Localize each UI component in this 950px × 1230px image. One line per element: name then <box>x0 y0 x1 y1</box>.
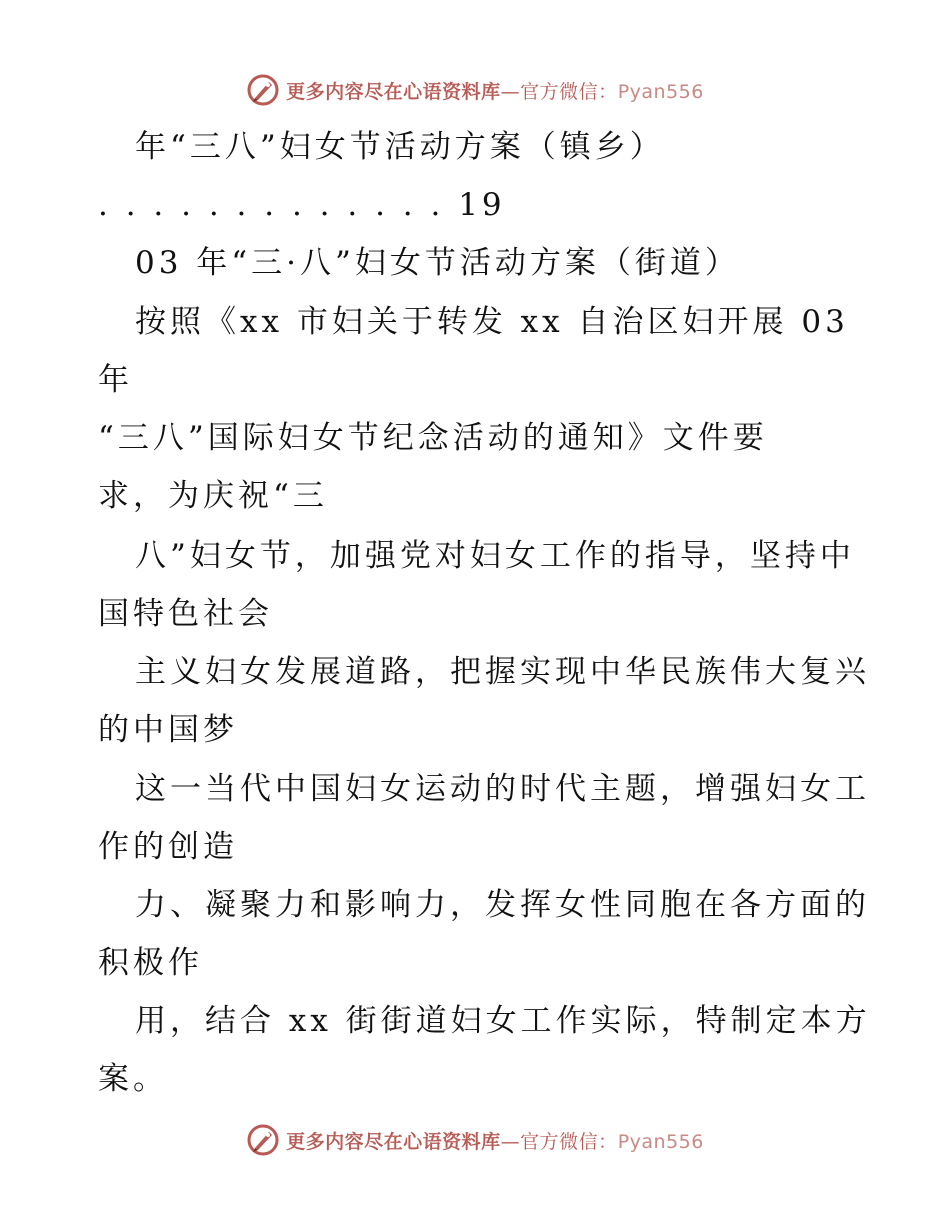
paragraph-line: 求，为庆祝“三 <box>98 478 328 514</box>
paragraph-line: 积极作 <box>98 945 203 981</box>
paragraph-line: 这一当代中国妇女运动的时代主题，增强妇女工 <box>135 771 870 807</box>
watermark-text: 更多内容尽在心语资料库 <box>286 1130 501 1153</box>
watermark-separator: —官方微信： <box>500 80 618 103</box>
watermark-text: 更多内容尽在心语资料库 <box>286 80 501 103</box>
paragraph-line: 主义妇女发展道路，把握实现中华民族伟大复兴 <box>135 654 870 690</box>
paragraph-line: 年 <box>98 362 133 398</box>
section-title: 03 年“三·八”妇女节活动方案（街道） <box>135 245 740 281</box>
watermark-separator: —官方微信： <box>500 1130 618 1153</box>
watermark-wechat-id: Pyan556 <box>617 80 704 103</box>
quill-pen-logo-icon <box>246 73 280 107</box>
paragraph-line: “三八”国际妇女节纪念活动的通知》文件要 <box>98 420 768 456</box>
paragraph-line: 案。 <box>98 1061 168 1097</box>
paragraph-line: 用，结合 xx 街街道妇女工作实际，特制定本方 <box>135 1003 871 1039</box>
quill-pen-logo-icon <box>246 1123 280 1157</box>
paragraph-line: 力、凝聚力和影响力，发挥女性同胞在各方面的 <box>135 887 870 923</box>
paragraph-line: 作的创造 <box>98 829 238 865</box>
watermark-wechat-id: Pyan556 <box>617 1130 704 1153</box>
toc-entry-dots-page: . . . . . . . . . . . . . 19 <box>98 187 506 223</box>
toc-entry-title: 年“三八”妇女节活动方案（镇乡） <box>135 129 665 165</box>
footer-watermark <box>0 1120 950 1160</box>
paragraph-line: 按照《xx 市妇关于转发 xx 自治区妇开展 03 <box>135 304 849 340</box>
paragraph-line: 国特色社会 <box>98 596 273 632</box>
header-watermark <box>0 70 950 110</box>
paragraph-line: 的中国梦 <box>98 712 238 748</box>
paragraph-line: 八”妇女节，加强党对妇女工作的指导，坚持中 <box>135 538 855 574</box>
